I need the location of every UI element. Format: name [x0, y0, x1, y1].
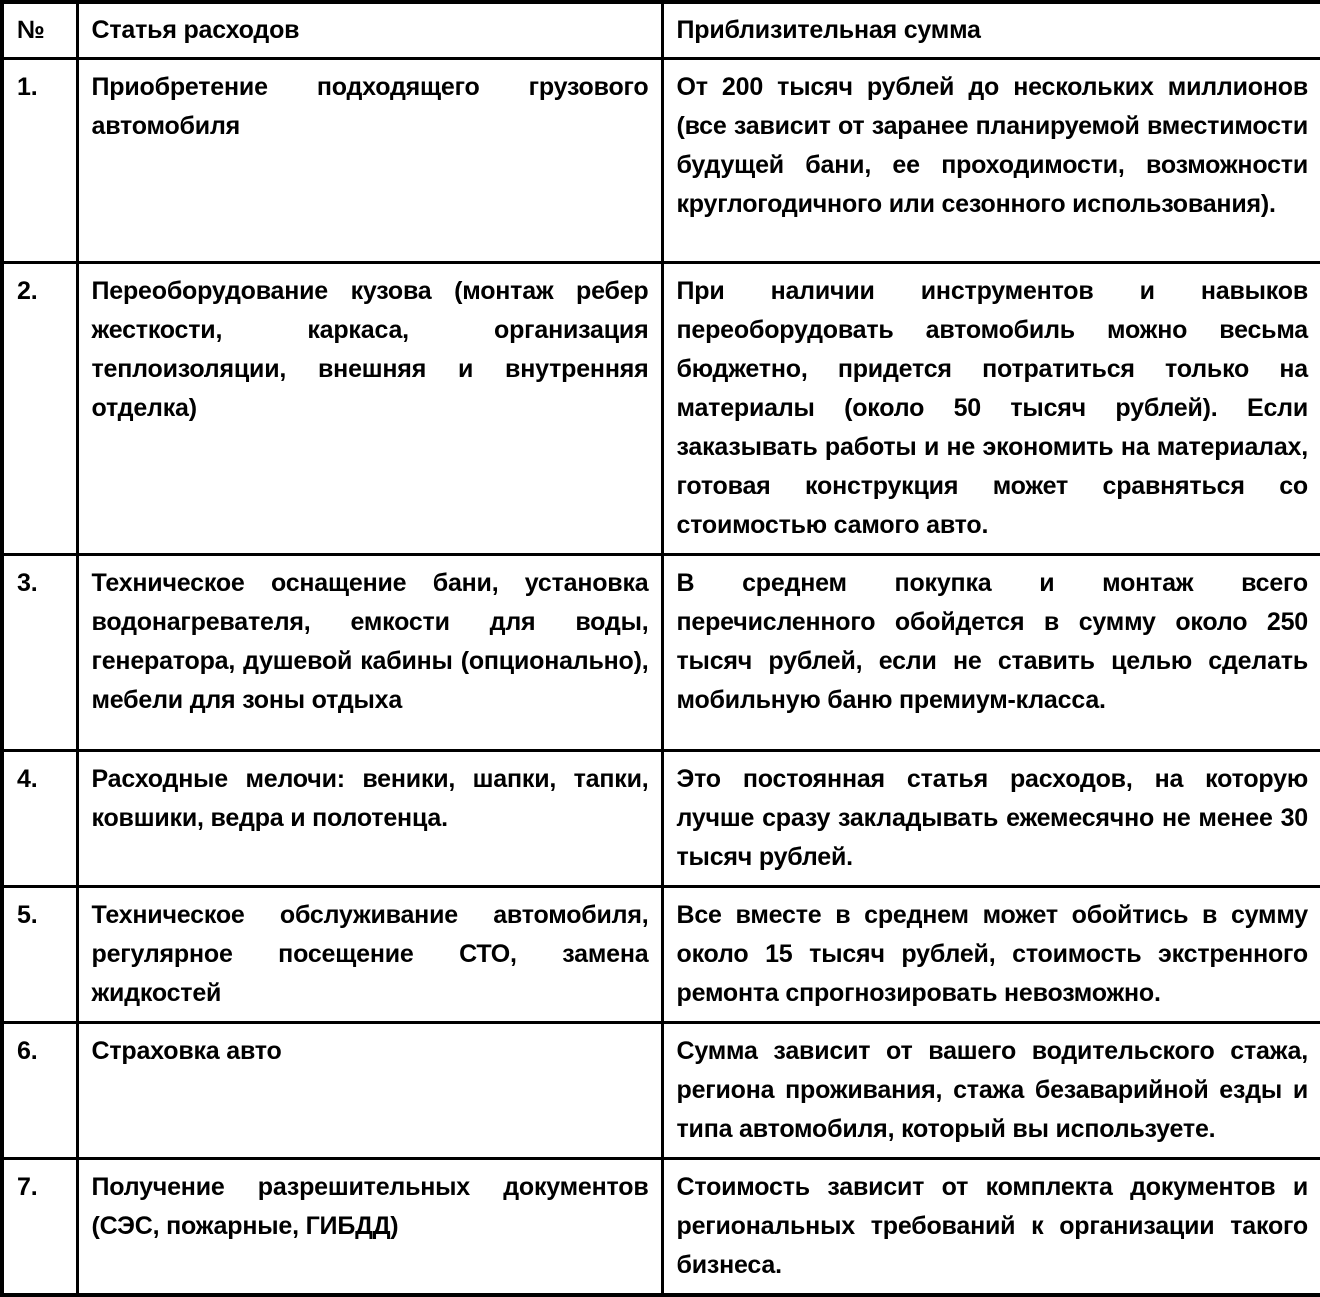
header-expense-item: Статья расходов: [77, 2, 662, 58]
row-number-cell: 1.: [2, 58, 77, 262]
expense-item-cell: Техническое обслуживание автомобиля, регулярное посещение СТО, замена жидкостей: [77, 886, 662, 1022]
expense-item-cell: Техническое оснащение бани, установка водонагревателя, емкости для воды, генератора, душевой кабины (опционально), мебели для зоны отдыха: [77, 554, 662, 750]
header-amount: Приблизительная сумма: [662, 2, 1320, 58]
table-row: [2, 554, 1320, 750]
table-row: [2, 262, 1320, 554]
table-row: [2, 886, 1320, 1022]
row-number-cell: 6.: [2, 1022, 77, 1158]
amount-cell: Это постоянная статья расходов, на которую лучше сразу закладывать ежемесячно не менее 30 тысяч рублей.: [662, 750, 1320, 886]
row-number-cell: 3.: [2, 554, 77, 750]
row-number-cell: 2.: [2, 262, 77, 554]
amount-cell: Все вместе в среднем может обойтись в сумму около 15 тысяч рублей, стоимость экстренного ремонта спрогнозировать невозможно.: [662, 886, 1320, 1022]
table-header-row: [2, 2, 1320, 58]
expense-item-cell: Приобретение подходящего грузового автомобиля: [77, 58, 662, 262]
amount-cell: При наличии инструментов и навыков переоборудовать автомобиль можно весьма бюджетно, придется потратиться только на материалы (около 50 тысяч рублей). Если заказывать работы и не экономить на материалах, готовая конструкция может сравняться со стоимостью самого авто.: [662, 262, 1320, 554]
expense-item-cell: Переоборудование кузова (монтаж ребер жесткости, каркаса, организация теплоизоляции, внешняя и внутренняя отделка): [77, 262, 662, 554]
expense-item-cell: Страховка авто: [77, 1022, 662, 1158]
row-number-cell: 5.: [2, 886, 77, 1022]
row-number-cell: 4.: [2, 750, 77, 886]
header-number: №: [2, 2, 77, 58]
expense-item-cell: Расходные мелочи: веники, шапки, тапки, ковшики, ведра и полотенца.: [77, 750, 662, 886]
amount-cell: Стоимость зависит от комплекта документов и региональных требований к организации такого бизнеса.: [662, 1158, 1320, 1295]
row-number-cell: 7.: [2, 1158, 77, 1295]
table-row: [2, 58, 1320, 262]
expense-item-cell: Получение разрешительных документов (СЭС, пожарные, ГИБДД): [77, 1158, 662, 1295]
amount-cell: В среднем покупка и монтаж всего перечисленного обойдется в сумму около 250 тысяч рублей, если не ставить целью сделать мобильную баню премиум-класса.: [662, 554, 1320, 750]
table-row: [2, 750, 1320, 886]
table-row: [2, 1022, 1320, 1158]
table-row: [2, 1158, 1320, 1295]
amount-cell: От 200 тысяч рублей до нескольких миллионов (все зависит от заранее планируемой вместимости будущей бани, ее проходимости, возможности круглогодичного или сезонного использования).: [662, 58, 1320, 262]
amount-cell: Сумма зависит от вашего водительского стажа, региона проживания, стажа безаварийной езды и типа автомобиля, который вы используете.: [662, 1022, 1320, 1158]
